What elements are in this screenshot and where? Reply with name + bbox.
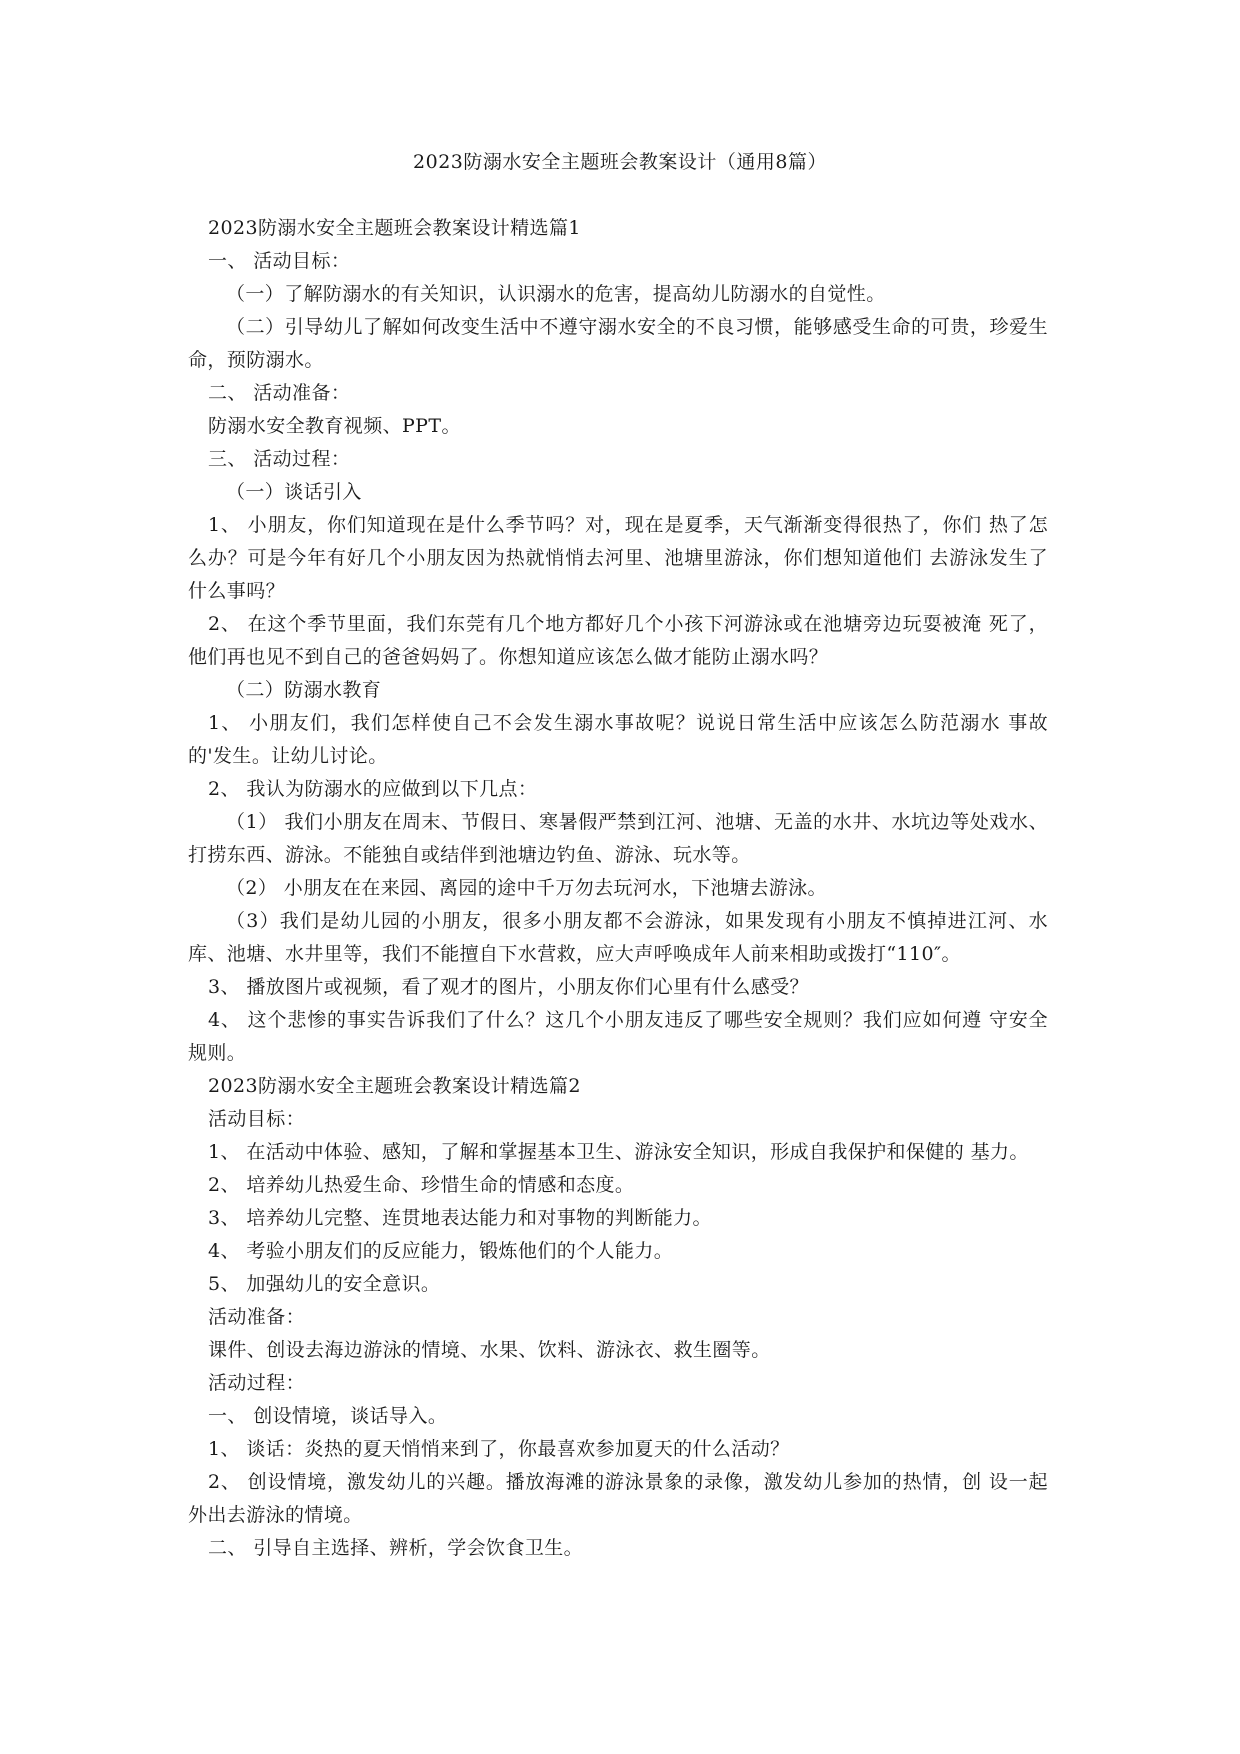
paragraph: 二、 活动准备：: [208, 382, 351, 404]
paragraph: （二）防溺水教育: [226, 679, 382, 701]
paragraph: 课件、创设去海边游泳的情境、水果、饮料、游泳衣、救生圈等。: [208, 1339, 771, 1361]
paragraph: 2023防溺水安全主题班会教案设计精选篇1: [208, 217, 581, 239]
paragraph: 4、 考验小朋友们的反应能力，锻炼他们的个人能力。: [208, 1240, 674, 1262]
paragraph: 2、 在这个季节里面，我们东莞有几个地方都好几个小孩下河游泳或在池塘旁边玩耍被淹 死了，他们再也见不到自己的爸爸妈妈了。你想知道应该怎么做才能防止溺水吗？: [188, 613, 1048, 668]
paragraph: 防溺水安全教育视频、PPT。: [208, 415, 461, 437]
paragraph: 1、 小朋友们，我们怎样使自己不会发生溺水事故呢？说说日常生活中应该怎么防范溺水 事故的'发生。让幼儿讨论。: [188, 712, 1048, 767]
document-body: [188, 212, 1048, 1565]
paragraph: 三、 活动过程：: [208, 448, 351, 470]
paragraph: 1、 小朋友，你们知道现在是什么季节吗？对，现在是夏季，天气渐渐变得很热了，你们 热了怎么办？可是今年有好几个小朋友因为热就悄悄去河里、池塘里游泳，你们想知道他们 去游泳发生了什么事吗？: [188, 514, 1048, 602]
paragraph: 一、 活动目标：: [208, 250, 351, 272]
paragraph: 1、 谈话：炎热的夏天悄悄来到了，你最喜欢参加夏天的什么活动？: [208, 1438, 790, 1460]
paragraph: 2023防溺水安全主题班会教案设计精选篇2: [208, 1075, 581, 1097]
paragraph: （2） 小朋友在在来园、离园的途中千万勿去玩河水，下池塘去游泳。: [226, 877, 827, 899]
paragraph: 活动准备：: [208, 1306, 306, 1328]
paragraph: 3、 培养幼儿完整、连贯地表达能力和对事物的判断能力。: [208, 1207, 712, 1229]
paragraph: （3）我们是幼儿园的小朋友，很多小朋友都不会游泳，如果发现有小朋友不慎掉进江河、水库、池塘、水井里等，我们不能擅自下水营救，应大声呼唤成年人前来相助或拨打“110″。: [188, 910, 1048, 965]
paragraph: 2、 我认为防溺水的应做到以下几点：: [208, 778, 538, 800]
paragraph: 二、 引导自主选择、辨析，学会饮食卫生。: [208, 1537, 584, 1559]
paragraph: 1、 在活动中体验、感知，了解和掌握基本卫生、游泳安全知识，形成自我保护和保健的 基力。: [208, 1141, 1029, 1163]
paragraph: 活动过程：: [208, 1372, 306, 1394]
paragraph: 4、 这个悲惨的事实告诉我们了什么？这几个小朋友违反了哪些安全规则？我们应如何遵 守安全规则。: [188, 1009, 1048, 1064]
paragraph: 3、 播放图片或视频，看了观才的图片，小朋友你们心里有什么感受？: [208, 976, 809, 998]
paragraph: （一）了解防溺水的有关知识，认识溺水的危害，提高幼儿防溺水的自觉性。: [226, 283, 886, 305]
paragraph: 一、 创设情境，谈话导入。: [208, 1405, 448, 1427]
paragraph: 活动目标：: [208, 1108, 306, 1130]
paragraph: 2、 培养幼儿热爱生命、珍惜生命的情感和态度。: [208, 1174, 635, 1196]
paragraph: 5、 加强幼儿的安全意识。: [208, 1273, 441, 1295]
document-title: 2023防溺水安全主题班会教案设计（通用8篇）: [413, 151, 827, 173]
paragraph: （一）谈话引入: [226, 481, 362, 503]
paragraph: 2、 创设情境，激发幼儿的兴趣。播放海滩的游泳景象的录像，激发幼儿参加的热情，创 设一起外出去游泳的情境。: [188, 1471, 1048, 1526]
paragraph: （1） 我们小朋友在周末、节假日、寒暑假严禁到江河、池塘、无盖的水井、水坑边等处戏水、打捞东西、游泳。不能独自或结伴到池塘边钓鱼、游泳、玩水等。: [188, 811, 1048, 866]
paragraph: （二）引导幼儿了解如何改变生活中不遵守溺水安全的不良习惯，能够感受生命的可贵，珍爱生命，预防溺水。: [188, 316, 1048, 371]
